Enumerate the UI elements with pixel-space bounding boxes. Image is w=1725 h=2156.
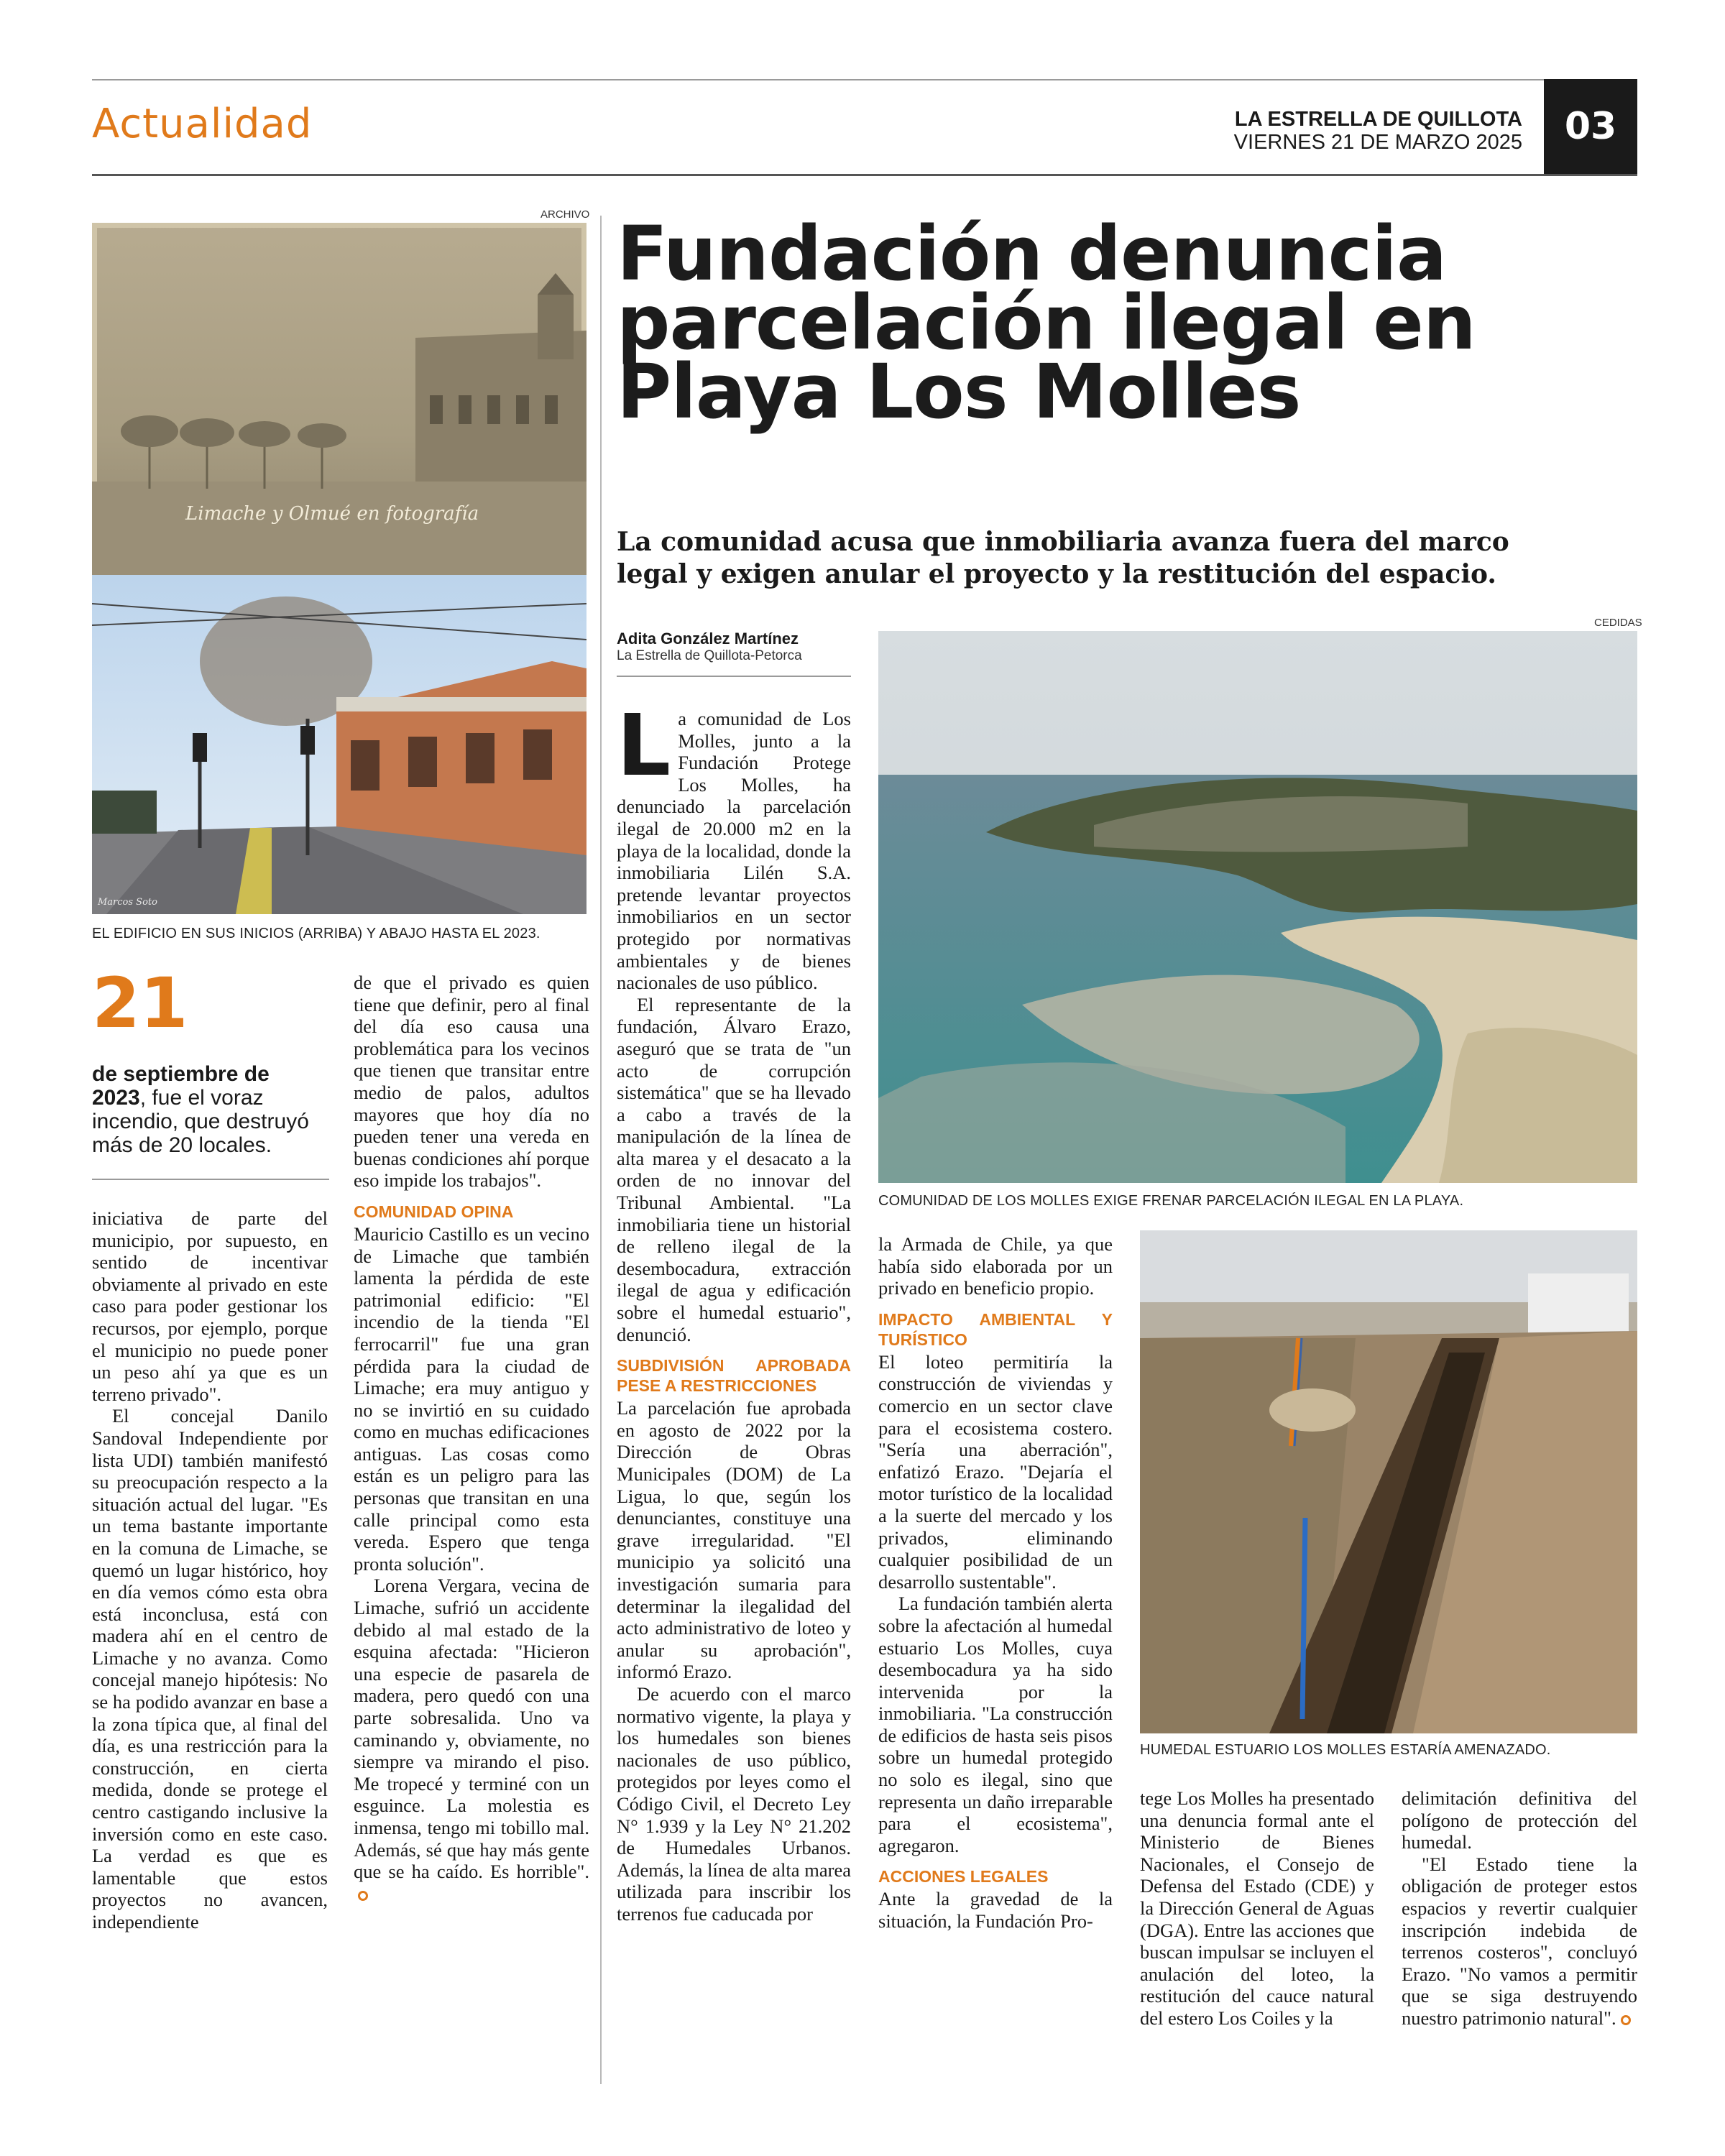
article-subheading: IMPACTO AMBIENTAL Y TURÍSTICO bbox=[878, 1309, 1113, 1349]
end-mark-icon bbox=[358, 1891, 368, 1901]
article-paragraph bbox=[1402, 1853, 1637, 2030]
cedidas-credit: CEDIDAS bbox=[1594, 617, 1642, 629]
masthead bbox=[1234, 108, 1522, 154]
beach-photo-graphic bbox=[878, 631, 1637, 1183]
photo-watermark: Limache y Olmué en fotografía bbox=[185, 503, 479, 525]
article-column-1 bbox=[617, 696, 851, 1925]
article-paragraph: El representante de la fundación, Álvaro Erazo, aseguró que se trata de "un acto de corrupción sistemática" que se ha llevado a cabo a través de la manipulación de la línea de alta marea y el desacato a la orden de no innovar del Tribunal Ambiental. "La inmobiliaria tiene un historial de relleno ilegal de la desembocadura, extracción ilegal de agua y edificación sobre el humedal estuario", denunció. bbox=[617, 993, 851, 1345]
old-building-photo bbox=[92, 223, 586, 575]
end-mark-icon bbox=[1621, 2015, 1631, 2025]
limache-column-1 bbox=[92, 1207, 328, 1933]
top-rule bbox=[92, 79, 1637, 80]
article-paragraph: tege Los Molles ha presentado una denuncia formal ante el Ministerio de Bienes Nacionales, el Consejo de Defensa del Estado (CDE) y la Dirección General de Aguas (DGA). Entre las acciones que buscan impulsar se incluyen el anulación del loteo, la restitución del cauce natural del estero Los Coiles y la bbox=[1140, 1787, 1374, 2029]
article-column-4 bbox=[1402, 1787, 1637, 2030]
trench-photo bbox=[1140, 1230, 1637, 1733]
drop-cap: L bbox=[617, 696, 671, 795]
fact-description: , fue el voraz incendio, que destruyó más de 20 locales. bbox=[92, 1086, 309, 1157]
article-paragraph bbox=[617, 696, 851, 994]
beach-photo bbox=[878, 631, 1637, 1183]
article-paragraph-text: a comunidad de Los Molles, junto a la Fundación Protege Los Molles, ha denunciado la parcelación ilegal de 20.000 m2 en la playa de la localidad, donde la inmobiliaria Lilén S.A. pretende levantar proyectos inmobiliarios en un sector protegido por normativas ambientales y de bienes nacionales de uso público. bbox=[617, 708, 851, 994]
author-name: Adita González Martínez bbox=[617, 630, 799, 648]
limache-paragraph-text: Lorena Vergara, vecina de Limache, sufrió un accidente debido al mal estado de la esquina afectada: "Hicieron una especie de pasarela de madera, pero quedó con una parte sobresalida. Uno va caminando y, obviamente, no siempre va mirando el piso. Me tropecé y terminé con un esguince. La molestia es inmensa, tengo mi tobillo mal. Además, sé que hay más gente que se ha caído. Es horrible". bbox=[354, 1575, 589, 1883]
fact-rule bbox=[92, 1179, 329, 1180]
publication-name: LA ESTRELLA DE QUILLOTA bbox=[1234, 108, 1522, 131]
article-paragraph: De acuerdo con el marco normativo vigente, la playa y los humedales son bienes nacionales de uso público, protegidos por leyes como el Código Civil, el Decreto Ley N° 1.939 y la Ley N° 21.202 de Humedales Urbanos. Además, la línea de alta marea utilizada para inscribir los terrenos fue caducada por bbox=[617, 1682, 851, 1925]
beach-photo-caption: COMUNIDAD DE LOS MOLLES EXIGE FRENAR PARCELACIÓN ILEGAL EN LA PLAYA. bbox=[878, 1193, 1464, 1209]
article-paragraph: la Armada de Chile, ya que había sido elaborada por un privado en beneficio propio. bbox=[878, 1233, 1113, 1299]
fact-box-text bbox=[92, 1062, 329, 1157]
current-building-photo-graphic bbox=[92, 575, 586, 914]
article-deck: La comunidad acusa que inmobiliaria avanza fuera del marco legal y exigen anular el proyecto y la restitución del espacio. bbox=[617, 527, 1509, 589]
section-label: Actualidad bbox=[92, 101, 313, 147]
article-paragraph: La fundación también alerta sobre la afectación al humedal estuario Los Molles, cuya desembocadura ya ha sido intervenida por la inmobiliaria. "La construcción de edificios de hasta seis pisos sobre un humedal protegido no solo es ilegal, sino que representa un daño irreparable para el ecosistema", agregaron. bbox=[878, 1593, 1113, 1856]
article-paragraph: Ante la gravedad de la situación, la Fundación Pro- bbox=[878, 1888, 1113, 1932]
trench-photo-caption: HUMEDAL ESTUARIO LOS MOLLES ESTARÍA AMENAZADO. bbox=[1140, 1742, 1551, 1758]
article-column-2 bbox=[878, 1233, 1113, 1932]
limache-subheading: COMUNIDAD OPINA bbox=[354, 1202, 514, 1221]
fact-number: 21 bbox=[92, 963, 188, 1044]
limache-paragraph: iniciativa de parte del municipio, por supuesto, en sentido de incentivar obviamente al privado en este caso para poder gestionar los recursos, por ejemplo, porque el municipio no puede poner un peso ahí ya que es un terreno privado". bbox=[92, 1207, 328, 1405]
fact-date: de septiembre de 2023 bbox=[92, 1062, 270, 1110]
byline-rule bbox=[617, 676, 851, 677]
limache-paragraph: El concejal Danilo Sandoval Independiente por lista UDI) también manifestó su preocupación respecto a la situación actual del lugar. "Es un tema bastante importante en la comuna de Limache, se quemó un lugar histórico, hoy en día vemos cómo esta obra está inconclusa, está con madera ahí en el centro de Limache y no avanza. Como concejal manejo hipótesis: No se ha podido avanzar en base a la zona típica que, al final del día, es una restricción para la construcción, en cierta medida, donde se protege el centro castigando inclusive la inversión como en este caso. La verdad es que es lamentable que estos proyectos no avancen, independiente bbox=[92, 1405, 328, 1932]
author-outlet: La Estrella de Quillota-Petorca bbox=[617, 648, 802, 663]
article-paragraph: El loteo permitiría la construcción de viviendas y comercio en un sector clave para el ecosistema costero. "Sería una aberración", enfatizó Erazo. "Dejaría el motor turístico de la localidad a la suerte del mercado y los privados, eliminando cualquier posibilidad de un desarrollo sustentable". bbox=[878, 1350, 1113, 1593]
limache-column-2 bbox=[354, 972, 589, 1904]
photo-signature: Marcos Soto bbox=[98, 897, 157, 908]
article-subheading: ACCIONES LEGALES bbox=[878, 1867, 1049, 1886]
limache-paragraph: Mauricio Castillo es un vecino de Limache que también lamenta la pérdida de este patrimonial edificio: "El incendio de la tienda "El ferrocarril" fue una gran pérdida para la ciudad de Limache; era muy antiguo y no se invirtió en su cuidado como en muchas edificaciones antiguas. Las cosas como están es un peligro para las personas que transitan en una calle principal como esta vereda. Espero que tenga pronta solución". bbox=[354, 1222, 589, 1575]
left-photo-caption: EL EDIFICIO EN SUS INICIOS (ARRIBA) Y ABAJO HASTA EL 2023. bbox=[92, 926, 540, 941]
article-subheading: SUBDIVISIÓN APROBADA PESE A RESTRICCIONES bbox=[617, 1356, 851, 1396]
article-headline: Fundación denuncia parcelación ilegal en Playa Los Molles bbox=[617, 210, 1476, 436]
archive-credit: ARCHIVO bbox=[540, 208, 590, 221]
column-divider bbox=[600, 216, 602, 2084]
header-rule bbox=[92, 174, 1637, 176]
article-paragraph: delimitación definitiva del polígono de protección del humedal. bbox=[1402, 1787, 1637, 1853]
article-paragraph: La parcelación fue aprobada en agosto de 2022 por la Dirección de Obras Municipales (DOM) de La Ligua, lo que, según los denunciantes, constituye una grave irregularidad. "El municipio ya solicitó una investigación sumaria para determinar la ilegalidad del acto administrativo de loteo y anular su aprobación", informó Erazo. bbox=[617, 1397, 851, 1683]
article-column-3 bbox=[1140, 1787, 1374, 2030]
article-paragraph-text: "El Estado tiene la obligación de proteger estos espacios y revertir cualquier inscripción indebida de terrenos costeros", concluyó Erazo. "No vamos a permitir que se siga destruyendo nuestro patrimonio natural". bbox=[1402, 1853, 1637, 2029]
limache-paragraph: de que el privado es quien tiene que definir, pero al final del día eso causa una problemática para los vecinos que tienen que transitar entre medio de palos, adultos mayores que hoy día no pueden tener una vereda en buenas condiciones ahí porque eso impide los trabajos". bbox=[354, 972, 589, 1192]
publication-date: VIERNES 21 DE MARZO 2025 bbox=[1233, 131, 1522, 154]
current-building-photo bbox=[92, 575, 586, 914]
page-number: 03 bbox=[1544, 79, 1637, 174]
limache-paragraph bbox=[354, 1575, 589, 1904]
trench-photo-graphic bbox=[1140, 1230, 1637, 1733]
